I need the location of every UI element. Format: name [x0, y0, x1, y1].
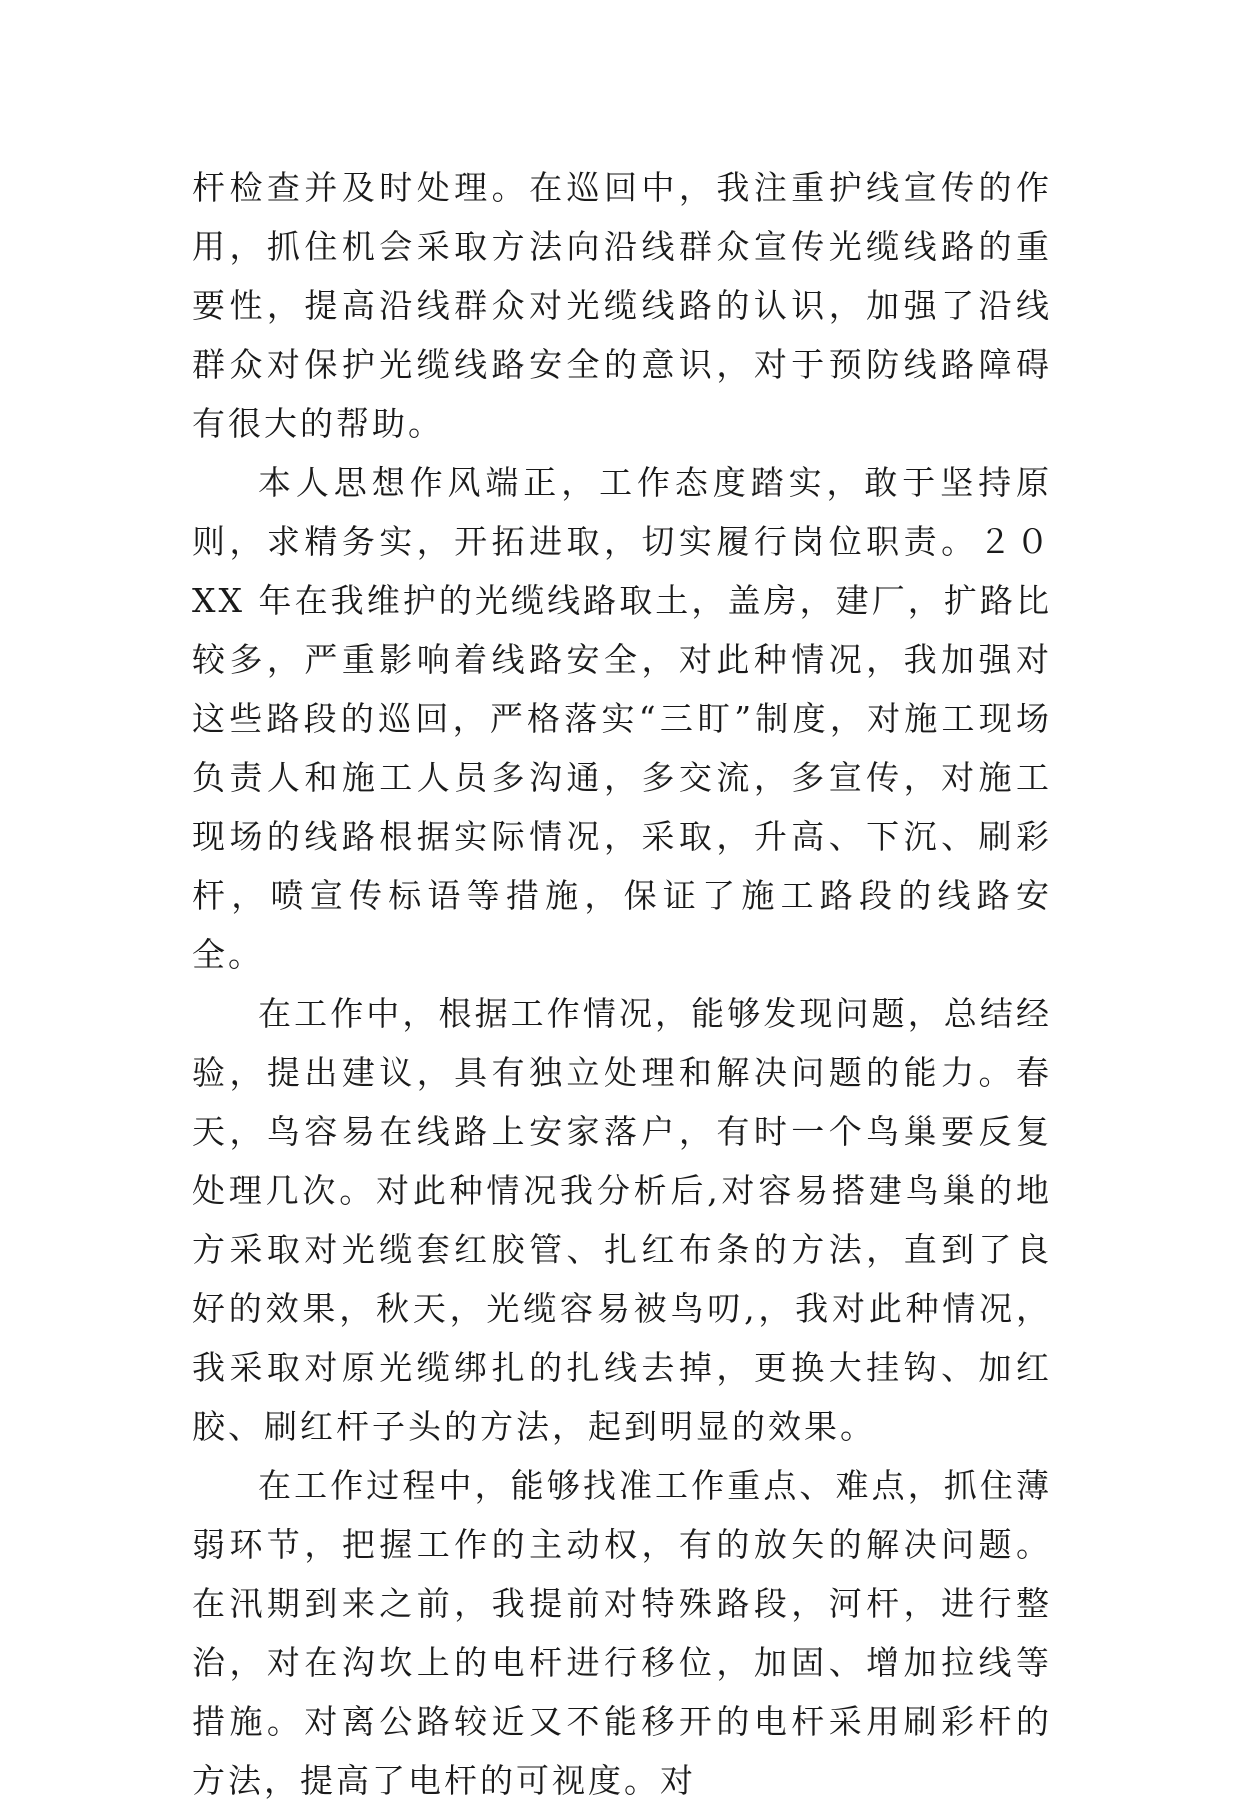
paragraph-2: 本人思想作风端正，工作态度踏实，敢于坚持原则，求精务实，开拓进取，切实履行岗位职责。２０XX 年在我维护的光缆线路取土，盖房，建厂，扩路比较多，严重影响着线路安全，对此种情况，我加强对这些路段的巡回，严格落实“三盯”制度，对施工现场负责人和施工人员多沟通，多交流，多宣传，对施工现场的线路根据实际情况，采取，升高、下沉、刷彩杆，喷宣传标语等措施，保证了施工路段的线路安全。 [192, 463, 1052, 974]
document-body [192, 158, 1052, 1810]
paragraph-4: 在工作过程中，能够找准工作重点、难点，抓住薄弱环节，把握工作的主动权，有的放矢的解决问题。在汛期到来之前，我提前对特殊路段，河杆，进行整治，对在沟坎上的电杆进行移位，加固、增加拉线等措施。对离公路较近又不能移开的电杆采用刷彩杆的方法，提高了电杆的可视度。对 [192, 1466, 1052, 1800]
paragraph-1: 杆检查并及时处理。在巡回中，我注重护线宣传的作用，抓住机会采取方法向沿线群众宣传光缆线路的重要性，提高沿线群众对光缆线路的认识，加强了沿线群众对保护光缆线路安全的意识，对于预防线路障碍有很大的帮助。 [192, 168, 1052, 443]
paragraph-3: 在工作中，根据工作情况，能够发现问题，总结经验，提出建议，具有独立处理和解决问题的能力。春天，鸟容易在线路上安家落户，有时一个鸟巢要反复处理几次。对此种情况我分析后,对容易搭建鸟巢的地方采取对光缆套红胶管、扎红布条的方法，直到了良好的效果，秋天，光缆容易被鸟叨,，我对此种情况，我采取对原光缆绑扎的扎线去掉，更换大挂钩、加红胶、刷红杆子头的方法，起到明显的效果。 [192, 994, 1052, 1446]
